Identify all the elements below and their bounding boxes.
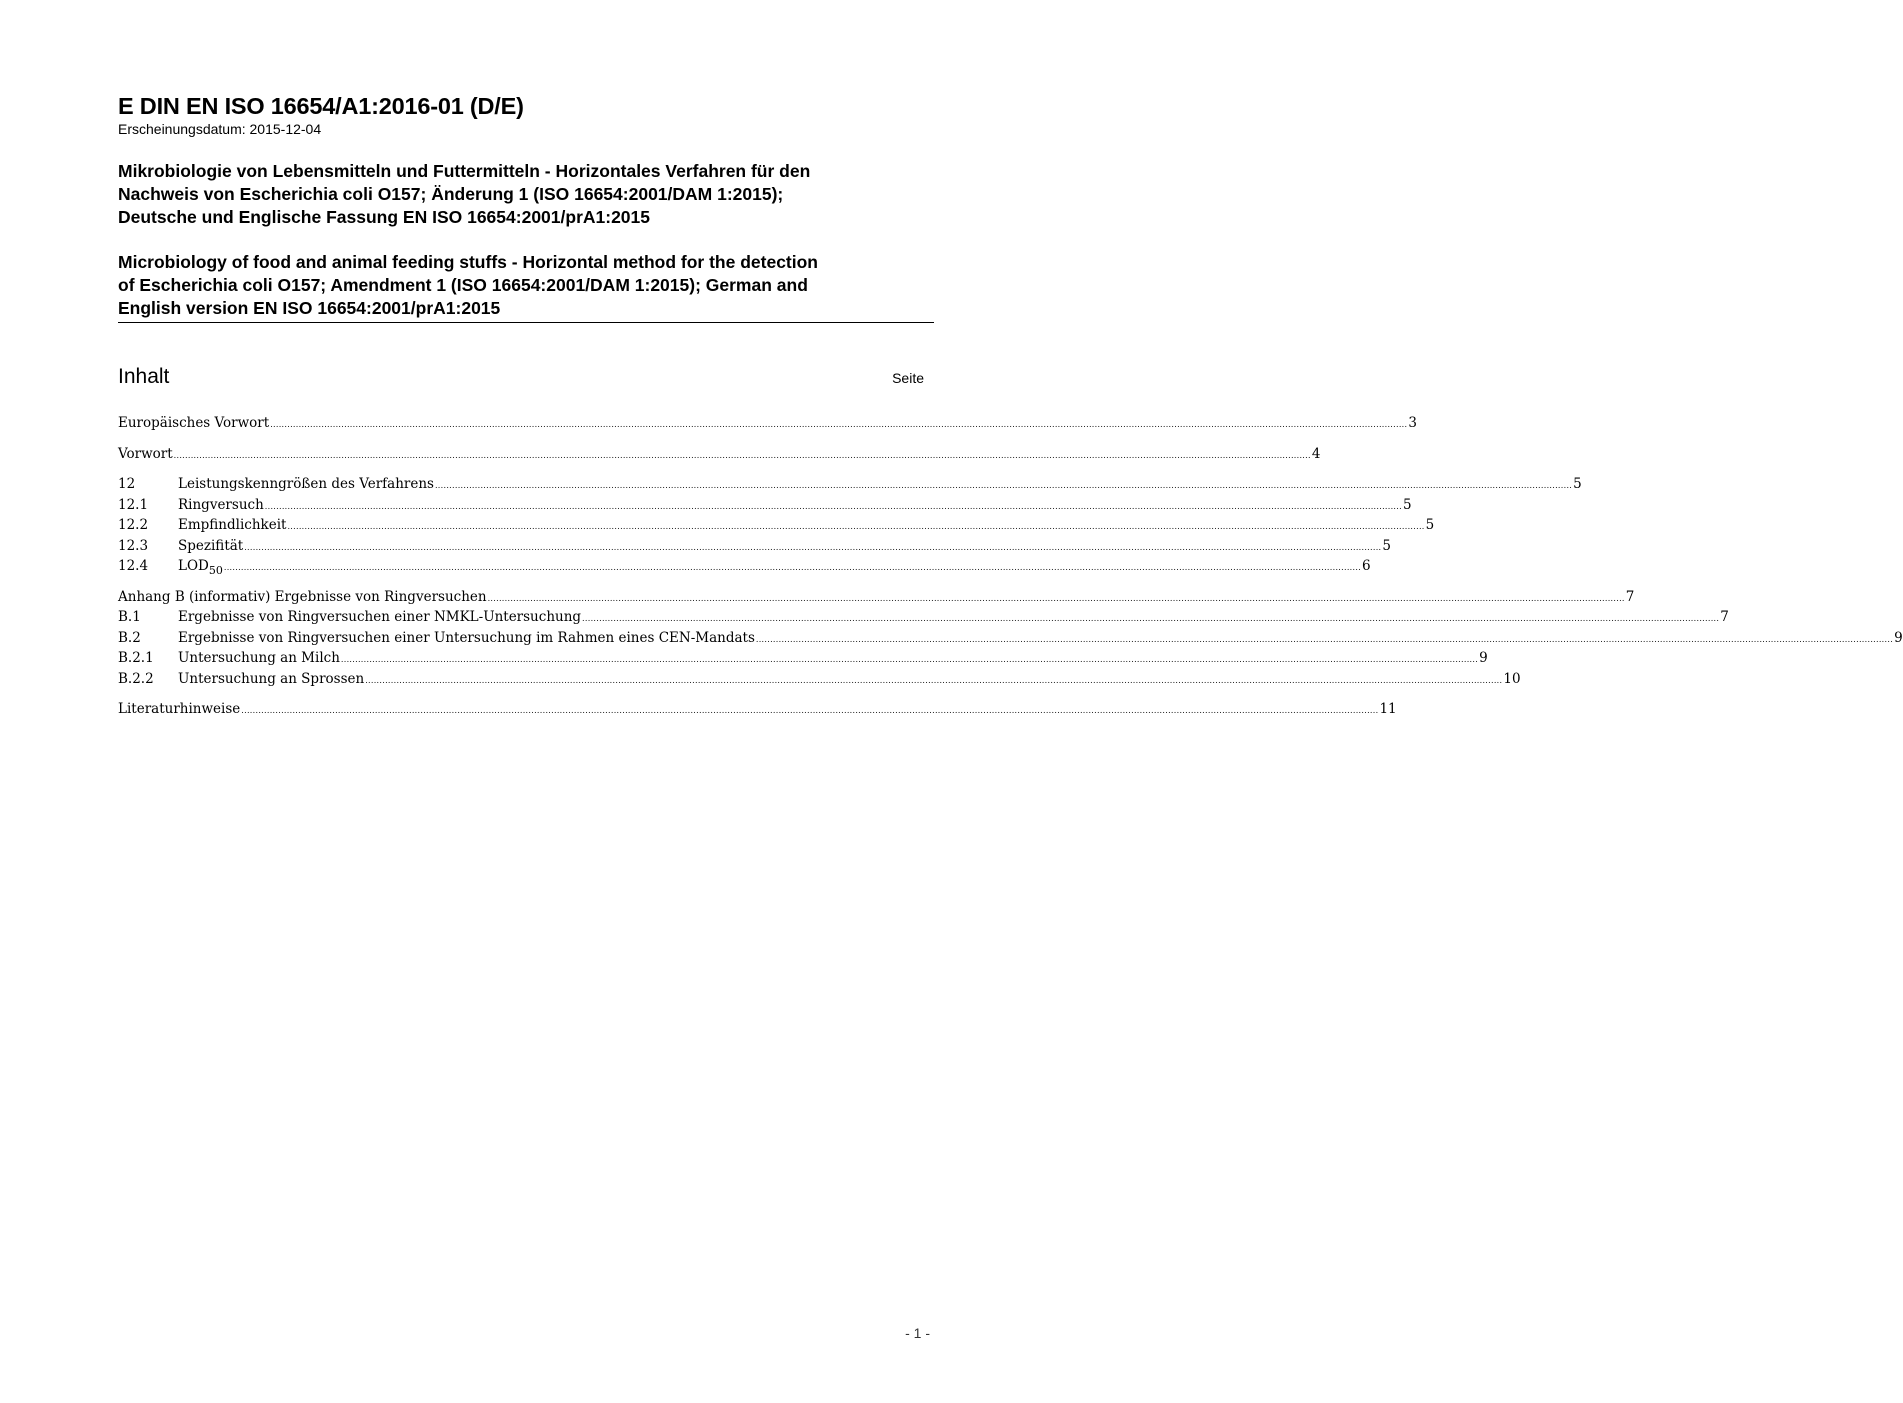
toc-leader-dots: ................................................................................................................................................................................................................................................................................................................................................................................................................ [173, 450, 1311, 460]
toc-entry-title: Ergebnisse von Ringversuchen einer Untersuchung im Rahmen eines CEN-Mandats [178, 629, 755, 646]
toc-entry-number: 12 [118, 476, 136, 492]
toc-entry-page: 11 [1378, 699, 1396, 720]
toc-entry-page: 5 [1572, 474, 1582, 495]
toc-entry-title: Leistungskenngrößen des Verfahrens [178, 476, 434, 492]
toc-entry-title: Empfindlichkeit [178, 517, 287, 533]
toc-heading: Inhalt [118, 365, 170, 388]
toc-entry-subscript: 50 [208, 564, 223, 577]
toc-entry-title: Ringversuch [178, 496, 264, 513]
toc-entry[interactable] [118, 413, 1417, 434]
toc-entry-title: Vorwort [118, 445, 173, 462]
english-title [118, 251, 934, 320]
toc-entry-title: Literaturhinweise [118, 701, 241, 717]
toc-leader-dots: ................................................................................................................................................................................................................................................................................................................................................................................................................ [487, 593, 1625, 603]
toc-entry[interactable] [118, 607, 1729, 628]
toc-entry-page: 9 [1478, 648, 1488, 669]
toc-entry-text [118, 474, 435, 495]
toc-entry-text [118, 648, 341, 669]
toc-entry[interactable] [118, 495, 1412, 516]
toc-entry-number: 12.1 [118, 496, 149, 513]
toc-entry-page: 7 [1719, 607, 1729, 628]
toc-entry-title: Anhang B (informativ) Ergebnisse von Ringversuchen [118, 588, 487, 605]
toc-entry-text [118, 536, 244, 557]
toc-entry-text [118, 413, 270, 434]
toc-leader-dots: ................................................................................................................................................................................................................................................................................................................................................................................................................ [244, 542, 1382, 552]
toc-entry-page: 3 [1407, 413, 1417, 434]
toc-leader-dots: ................................................................................................................................................................................................................................................................................................................................................................................................................ [582, 614, 1720, 623]
toc-entry[interactable] [118, 515, 1435, 536]
publication-date: Erscheinungsdatum: 2015-12-04 [118, 121, 322, 137]
page-number: - 1 - [905, 1325, 930, 1341]
toc-entry-number: B.2 [118, 629, 141, 646]
toc-entry-page: 6 [1361, 556, 1371, 577]
toc-entry-text [118, 699, 241, 720]
english-title-line: English version EN ISO 16654:2001/prA1:2015 [118, 298, 501, 318]
english-title-line: Microbiology of food and animal feeding stuffs - Horizontal method for the detection [118, 252, 818, 272]
toc-entry[interactable] [118, 556, 1371, 577]
toc-entry[interactable] [118, 536, 1391, 557]
toc-entry-title: Untersuchung an Milch [178, 650, 340, 666]
german-title-line: Deutsche und Englische Fassung EN ISO 16654:2001/prA1:2015 [118, 207, 651, 227]
title-divider [118, 322, 934, 323]
toc-entry-text [118, 587, 488, 608]
toc-entry-page: 7 [1625, 587, 1635, 608]
toc-entry-number: 12.4 [118, 558, 149, 574]
toc-entry-title: Spezifität [178, 537, 244, 554]
toc-entry-text [118, 444, 174, 465]
toc-entry[interactable] [118, 628, 1903, 649]
toc-leader-dots: ................................................................................................................................................................................................................................................................................................................................................................................................................ [223, 563, 1362, 572]
toc-leader-dots: ................................................................................................................................................................................................................................................................................................................................................................................................................ [270, 420, 1408, 429]
toc-entry-text [118, 495, 265, 516]
toc-entry[interactable] [118, 474, 1582, 495]
german-title-line: Mikrobiologie von Lebensmitteln und Futtermitteln - Horizontales Verfahren für den [118, 161, 811, 181]
toc-entry-text [118, 556, 224, 577]
toc-leader-dots: ................................................................................................................................................................................................................................................................................................................................................................................................................ [434, 481, 1573, 490]
toc-entry-number: 12.2 [118, 517, 149, 533]
toc-leader-dots: ................................................................................................................................................................................................................................................................................................................................................................................................................ [241, 706, 1379, 715]
toc-header [118, 363, 934, 393]
toc-entry-page: 5 [1425, 515, 1435, 536]
toc-entry-number: B.2.1 [118, 650, 154, 666]
toc-entry[interactable] [118, 444, 1321, 465]
toc-entry-number: B.2.2 [118, 670, 154, 687]
toc-entry-page: 5 [1402, 495, 1412, 516]
toc-page-column-label: Seite [892, 370, 924, 386]
toc-entry-number: 12.3 [118, 537, 149, 554]
german-title [118, 160, 934, 229]
toc-entry[interactable] [118, 669, 1521, 690]
toc-leader-dots: ................................................................................................................................................................................................................................................................................................................................................................................................................ [755, 634, 1894, 644]
german-title-line: Nachweis von Escherichia coli O157; Änderung 1 (ISO 16654:2001/DAM 1:2015); [118, 184, 784, 204]
toc-entry-text [118, 515, 287, 536]
toc-entry-page: 9 [1893, 628, 1903, 649]
toc-entry-title: Europäisches Vorwort [118, 415, 270, 431]
toc-entry-title: LOD [178, 558, 209, 574]
document-id: E DIN EN ISO 16654/A1:2016-01 (D/E) [118, 93, 524, 119]
toc-entry-page: 10 [1502, 669, 1520, 690]
toc-entry-text [118, 628, 756, 649]
toc-entry-number: B.1 [118, 609, 141, 625]
toc-entry-title: Ergebnisse von Ringversuchen einer NMKL-Untersuchung [178, 609, 582, 625]
toc-entry-title: Untersuchung an Sprossen [178, 670, 365, 687]
toc-entry-page: 4 [1311, 444, 1321, 465]
toc-entry[interactable] [118, 699, 1397, 720]
table-of-contents [118, 413, 1903, 720]
toc-entry[interactable] [118, 587, 1635, 608]
toc-leader-dots: ................................................................................................................................................................................................................................................................................................................................................................................................................ [340, 655, 1479, 664]
toc-leader-dots: ................................................................................................................................................................................................................................................................................................................................................................................................................ [365, 675, 1503, 685]
english-title-line: of Escherichia coli O157; Amendment 1 (ISO 16654:2001/DAM 1:2015); German and [118, 275, 808, 295]
toc-entry-text [118, 669, 365, 690]
toc-entry-page: 5 [1381, 536, 1391, 557]
toc-entry-text [118, 607, 582, 628]
document-page [118, 92, 1903, 720]
toc-entry[interactable] [118, 648, 1488, 669]
toc-leader-dots: ................................................................................................................................................................................................................................................................................................................................................................................................................ [264, 501, 1402, 511]
toc-leader-dots: ................................................................................................................................................................................................................................................................................................................................................................................................................ [287, 522, 1425, 531]
